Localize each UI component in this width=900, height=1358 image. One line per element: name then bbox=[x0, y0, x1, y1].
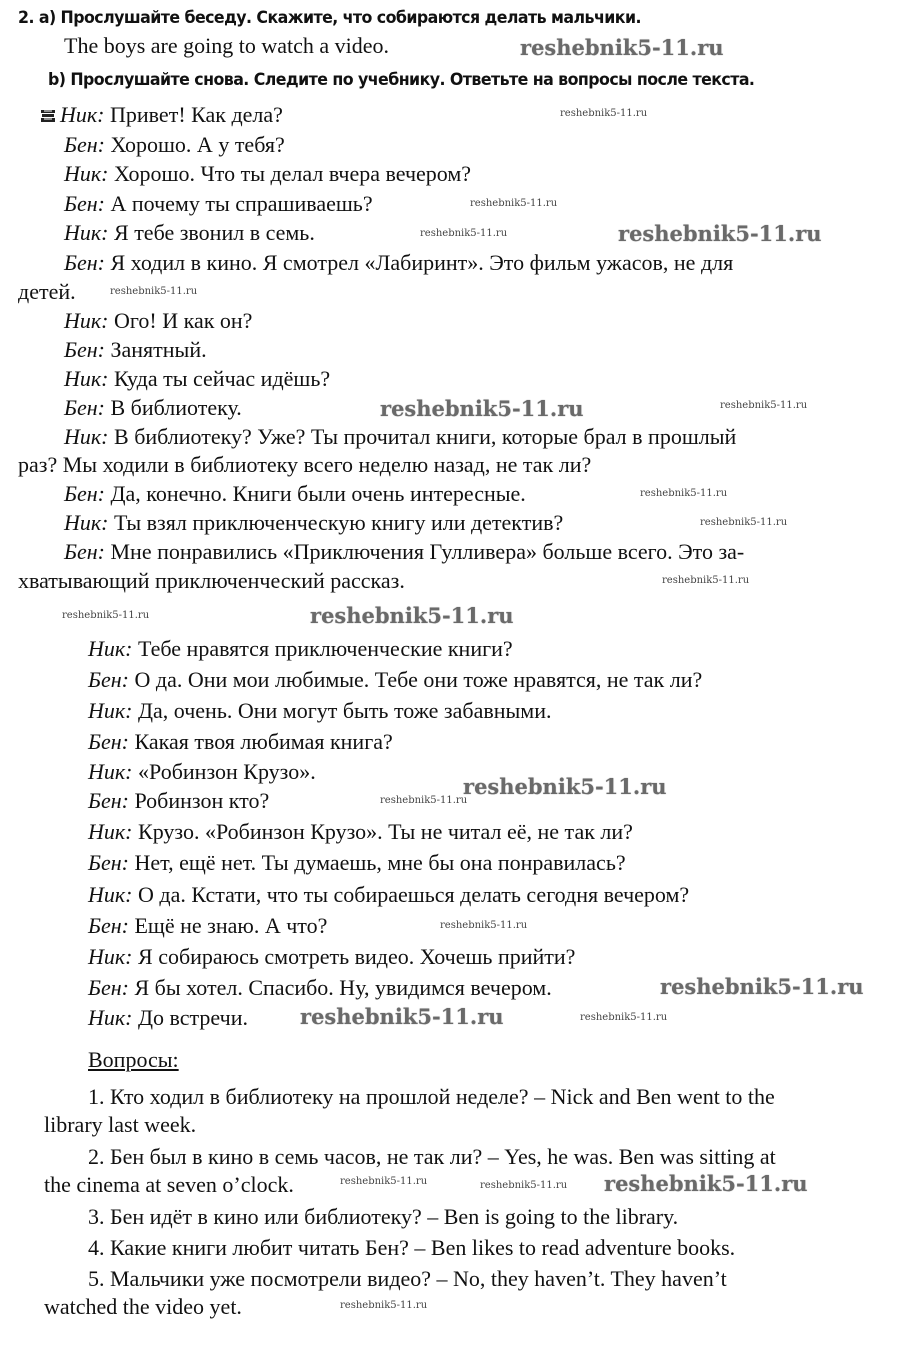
speaker-name: Ник: bbox=[88, 819, 133, 844]
watermark: reshebnik5-11.ru bbox=[470, 198, 558, 209]
line-text: «Робинзон Крузо». bbox=[132, 759, 316, 784]
line-text: В библиотеку. bbox=[104, 395, 242, 420]
speaker-name: Бен: bbox=[88, 667, 129, 692]
line-text: Я тебе звонил в семь. bbox=[108, 220, 315, 245]
speaker-name: Бен: bbox=[88, 975, 129, 1000]
watermark: reshebnik5-11.ru bbox=[463, 774, 667, 799]
watermark: reshebnik5-11.ru bbox=[310, 603, 514, 628]
watermark: reshebnik5-11.ru bbox=[720, 400, 808, 411]
question-line: 2. Бен был в кино в семь часов, не так ли? – Yes, he was. Ben was sitting at bbox=[88, 1144, 776, 1169]
speaker-name: Ник: bbox=[64, 424, 109, 449]
speaker-name: Ник: bbox=[60, 102, 105, 127]
line-text: Да, конечно. Книги были очень интересные. bbox=[104, 481, 526, 506]
speaker-name: Бен: bbox=[64, 191, 105, 216]
line-text: Ещё не знаю. А что? bbox=[128, 913, 328, 938]
dialogue-line bbox=[88, 759, 316, 785]
dialogue-line bbox=[64, 481, 526, 507]
line-text: Нет, ещё нет. Ты думаешь, мне бы она понравилась? bbox=[128, 850, 626, 875]
watermark: reshebnik5-11.ru bbox=[440, 920, 528, 931]
line-text: Я собираюсь смотреть видео. Хочешь прийти? bbox=[132, 944, 576, 969]
watermark: reshebnik5-11.ru bbox=[62, 610, 150, 621]
dialogue-line bbox=[64, 132, 285, 158]
speaker-name: Ник: bbox=[88, 882, 133, 907]
dialogue-line bbox=[88, 729, 393, 755]
question-line: 5. Мальчики уже посмотрели видео? – No, they haven’t. They haven’t bbox=[88, 1266, 727, 1291]
line-text: Хорошо. А у тебя? bbox=[104, 132, 285, 157]
speaker-name: Бен: bbox=[88, 850, 129, 875]
dialogue-line bbox=[88, 636, 513, 662]
line-text: Ого! И как он? bbox=[108, 308, 253, 333]
speaker-name: Бен: bbox=[88, 729, 129, 754]
dialogue-line bbox=[64, 510, 563, 536]
speaker-name: Бен: bbox=[64, 539, 105, 564]
dialogue-line bbox=[18, 452, 591, 478]
questions-title: Вопросы: bbox=[88, 1047, 179, 1072]
exercise-a-heading: 2. а) Прослушайте беседу. Скажите, что собираются делать мальчики. bbox=[18, 8, 641, 28]
dialogue-line bbox=[64, 220, 315, 246]
question-line: library last week. bbox=[44, 1112, 197, 1137]
speaker-name: Ник: bbox=[64, 308, 109, 333]
line-text: Тебе нравятся приключенческие книги? bbox=[132, 636, 513, 661]
line-text: Я ходил в кино. Я смотрел «Лабиринт». Это фильм ужасов, не для bbox=[104, 250, 734, 275]
speaker-name: Бен: bbox=[64, 132, 105, 157]
dialogue-line bbox=[88, 913, 327, 939]
line-text: Да, очень. Они могут быть тоже забавными. bbox=[132, 698, 552, 723]
watermark: reshebnik5-11.ru bbox=[700, 517, 788, 528]
dialogue-line bbox=[88, 819, 633, 845]
answer-a: The boys are going to watch a video. bbox=[64, 33, 390, 58]
line-text: Какая твоя любимая книга? bbox=[128, 729, 393, 754]
speaker-name: Бен: bbox=[88, 788, 129, 813]
dialogue-line bbox=[64, 191, 373, 217]
line-text: О да. Они мои любимые. Тебе они тоже нравятся, не так ли? bbox=[128, 667, 703, 692]
dialogue-line bbox=[64, 250, 733, 276]
dialogue-line bbox=[64, 161, 471, 187]
speaker-name: Ник: bbox=[88, 698, 133, 723]
watermark: reshebnik5-11.ru bbox=[480, 1180, 568, 1191]
watermark: reshebnik5-11.ru bbox=[520, 35, 724, 60]
audio-book-icon bbox=[40, 103, 56, 119]
line-text: Мне понравились «Приключения Гулливера» больше всего. Это за- bbox=[104, 539, 745, 564]
speaker-name: Ник: bbox=[64, 161, 109, 186]
speaker-name: Бен: bbox=[64, 395, 105, 420]
speaker-name: Ник: bbox=[64, 220, 109, 245]
speaker-name: Ник: bbox=[88, 944, 133, 969]
speaker-name: Ник: bbox=[88, 759, 133, 784]
line-text: Куда ты сейчас идёшь? bbox=[108, 366, 331, 391]
watermark: reshebnik5-11.ru bbox=[560, 108, 648, 119]
watermark: reshebnik5-11.ru bbox=[660, 974, 864, 999]
line-text: Ты взял приключенческую книгу или детектив? bbox=[108, 510, 564, 535]
watermark: reshebnik5-11.ru bbox=[662, 575, 750, 586]
speaker-name: Бен: bbox=[88, 913, 129, 938]
watermark: reshebnik5-11.ru bbox=[380, 795, 468, 806]
dialogue-line bbox=[88, 788, 269, 814]
dialogue-line bbox=[88, 882, 689, 908]
line-text: О да. Кстати, что ты собираешься делать сегодня вечером? bbox=[132, 882, 690, 907]
speaker-name: Бен: bbox=[64, 337, 105, 362]
dialogue-line bbox=[18, 279, 76, 305]
watermark: reshebnik5-11.ru bbox=[580, 1012, 668, 1023]
dialogue-line bbox=[64, 337, 207, 363]
dialogue-line bbox=[88, 667, 702, 693]
dialogue-line bbox=[64, 395, 242, 421]
watermark: reshebnik5-11.ru bbox=[640, 488, 728, 499]
speaker-name: Ник: bbox=[64, 366, 109, 391]
line-text: Крузо. «Робинзон Крузо». Ты не читал её, не так ли? bbox=[132, 819, 633, 844]
watermark: reshebnik5-11.ru bbox=[300, 1004, 504, 1029]
dialogue-line bbox=[18, 568, 405, 594]
question-line: 4. Какие книги любит читать Бен? – Ben likes to read adventure books. bbox=[88, 1235, 736, 1260]
dialogue-line bbox=[40, 102, 283, 128]
watermark: reshebnik5-11.ru bbox=[618, 221, 822, 246]
exercise-b-heading: b) Прослушайте снова. Следите по учебнику. Ответьте на вопросы после текста. bbox=[48, 70, 755, 90]
speaker-name: Бен: bbox=[64, 250, 105, 275]
watermark: reshebnik5-11.ru bbox=[420, 228, 508, 239]
dialogue-line bbox=[64, 539, 744, 565]
line-text: Робинзон кто? bbox=[128, 788, 270, 813]
dialogue-line bbox=[64, 308, 252, 334]
line-text: детей. bbox=[18, 279, 76, 304]
line-text: Я бы хотел. Спасибо. Ну, увидимся вечером. bbox=[128, 975, 552, 1000]
dialogue-line bbox=[64, 366, 330, 392]
dialogue-line bbox=[88, 975, 552, 1001]
dialogue-line bbox=[64, 424, 736, 450]
line-text: Занятный. bbox=[104, 337, 207, 362]
watermark: reshebnik5-11.ru bbox=[110, 286, 198, 297]
speaker-name: Ник: bbox=[88, 1005, 133, 1030]
question-line: 3. Бен идёт в кино или библиотеку? – Ben is going to the library. bbox=[88, 1204, 679, 1229]
line-text: До встречи. bbox=[132, 1005, 248, 1030]
question-line: the cinema at seven o’clock. bbox=[44, 1172, 294, 1197]
question-line: 1. Кто ходил в библиотеку на прошлой неделе? – Nick and Ben went to the bbox=[88, 1084, 775, 1109]
watermark: reshebnik5-11.ru bbox=[380, 396, 584, 421]
line-text: А почему ты спрашиваешь? bbox=[104, 191, 373, 216]
watermark: reshebnik5-11.ru bbox=[340, 1300, 428, 1311]
line-text: В библиотеку? Уже? Ты прочитал книги, которые брал в прошлый bbox=[108, 424, 737, 449]
question-line: watched the video yet. bbox=[44, 1294, 242, 1319]
line-text: Привет! Как дела? bbox=[104, 102, 283, 127]
line-text: Хорошо. Что ты делал вчера вечером? bbox=[108, 161, 472, 186]
watermark: reshebnik5-11.ru bbox=[604, 1171, 808, 1196]
speaker-name: Ник: bbox=[64, 510, 109, 535]
line-text: хватывающий приключенческий рассказ. bbox=[18, 568, 405, 593]
speaker-name: Ник: bbox=[88, 636, 133, 661]
dialogue-line bbox=[88, 850, 626, 876]
speaker-name: Бен: bbox=[64, 481, 105, 506]
dialogue-line bbox=[88, 698, 551, 724]
dialogue-line bbox=[88, 1005, 248, 1031]
line-text: раз? Мы ходили в библиотеку всего неделю назад, не так ли? bbox=[18, 452, 592, 477]
dialogue-line bbox=[88, 944, 575, 970]
watermark: reshebnik5-11.ru bbox=[340, 1176, 428, 1187]
